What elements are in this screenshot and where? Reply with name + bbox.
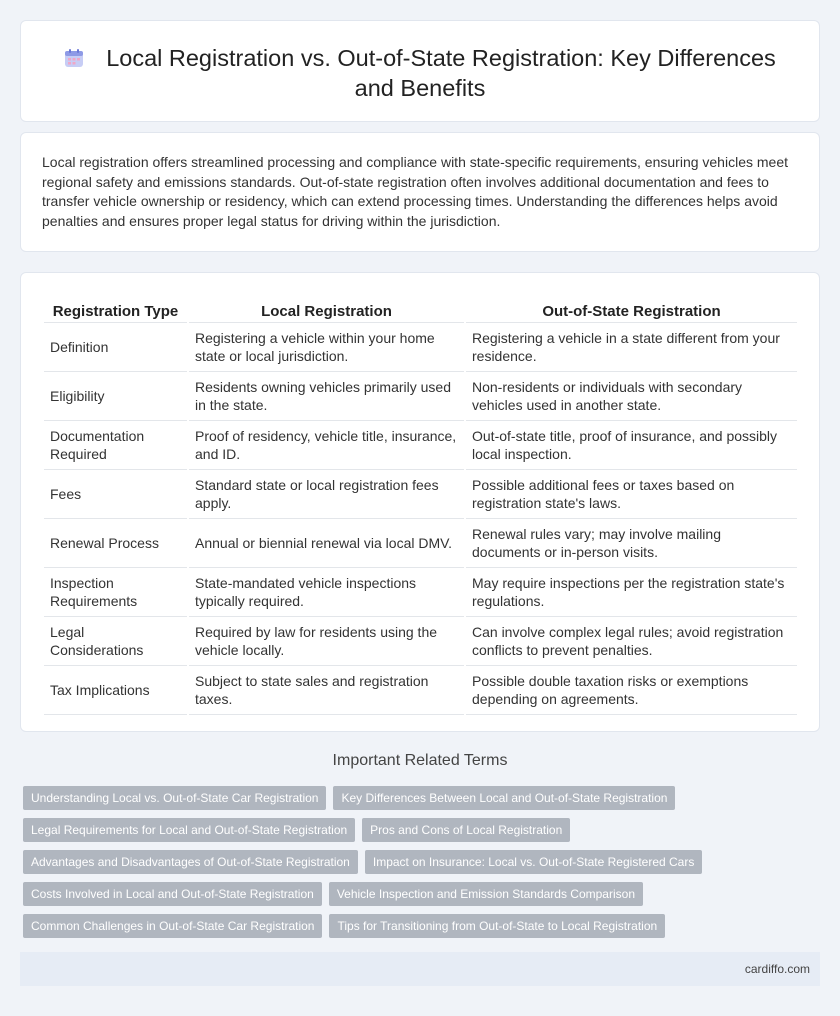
table-row (44, 568, 797, 617)
out-of-state-cell: May require inspections per the registration state's regulations. (466, 568, 797, 617)
table-header-row (44, 293, 797, 323)
page-title-text: Local Registration vs. Out-of-State Registration: Key Differences and Benefits (106, 45, 776, 101)
table-row (44, 519, 797, 568)
tag-row (23, 786, 823, 818)
related-term-tag[interactable]: Costs Involved in Local and Out-of-State Registration (23, 882, 322, 906)
local-cell: Annual or biennial renewal via local DMV. (189, 519, 464, 568)
related-term-tag[interactable]: Pros and Cons of Local Registration (362, 818, 570, 842)
local-cell: Registering a vehicle within your home state or local jurisdiction. (189, 323, 464, 372)
header-out-of-state-registration: Out-of-State Registration (466, 293, 797, 323)
table-row (44, 323, 797, 372)
local-cell: Required by law for residents using the vehicle locally. (189, 617, 464, 666)
out-of-state-cell: Renewal rules vary; may involve mailing documents or in-person visits. (466, 519, 797, 568)
related-term-tag[interactable]: Advantages and Disadvantages of Out-of-State Registration (23, 850, 358, 874)
page-title (21, 43, 819, 103)
out-of-state-cell: Possible double taxation risks or exemptions depending on agreements. (466, 666, 797, 715)
footer-site-link[interactable]: cardiffo.com (744, 962, 810, 976)
local-cell: Proof of residency, vehicle title, insurance, and ID. (189, 421, 464, 470)
related-term-tag[interactable]: Tips for Transitioning from Out-of-State to Local Registration (329, 914, 665, 938)
local-cell: Standard state or local registration fees apply. (189, 470, 464, 519)
related-term-tag[interactable]: Understanding Local vs. Out-of-State Car Registration (23, 786, 326, 810)
out-of-state-cell: Out-of-state title, proof of insurance, and possibly local inspection. (466, 421, 797, 470)
local-cell: Subject to state sales and registration taxes. (189, 666, 464, 715)
header-registration-type: Registration Type (44, 293, 187, 323)
related-term-tag[interactable]: Common Challenges in Out-of-State Car Registration (23, 914, 322, 938)
comparison-table (42, 293, 799, 715)
table-row (44, 421, 797, 470)
tag-row (23, 882, 823, 914)
comparison-card (20, 272, 820, 732)
row-label: Inspection Requirements (44, 568, 187, 617)
intro-card (20, 132, 820, 252)
footer (20, 952, 820, 986)
related-term-tag[interactable]: Vehicle Inspection and Emission Standards Comparison (329, 882, 643, 906)
intro-paragraph: Local registration offers streamlined processing and compliance with state-specific requirements, ensuring vehicles meet regional safety and emissions standards. Out-of-state registration often involves additional documentation and fees to transfer vehicle ownership or residency, which can extend processing times. Understanding the differences helps avoid penalties and ensures proper legal status for driving within the jurisdiction. (42, 154, 788, 229)
related-term-tag[interactable]: Impact on Insurance: Local vs. Out-of-State Registered Cars (365, 850, 702, 874)
row-label: Tax Implications (44, 666, 187, 715)
related-term-tag[interactable]: Legal Requirements for Local and Out-of-State Registration (23, 818, 355, 842)
table-row (44, 617, 797, 666)
related-term-tag[interactable]: Key Differences Between Local and Out-of-State Registration (333, 786, 675, 810)
header-card (20, 20, 820, 122)
related-terms-title: Important Related Terms (332, 752, 508, 769)
table-row (44, 470, 797, 519)
calendar-icon (64, 48, 84, 68)
row-label: Renewal Process (44, 519, 187, 568)
local-cell: Residents owning vehicles primarily used in the state. (189, 372, 464, 421)
tag-row (23, 914, 823, 946)
row-label: Legal Considerations (44, 617, 187, 666)
row-label: Documentation Required (44, 421, 187, 470)
row-label: Definition (44, 323, 187, 372)
row-label: Eligibility (44, 372, 187, 421)
table-row (44, 372, 797, 421)
table-row (44, 666, 797, 715)
tag-row (23, 850, 823, 882)
out-of-state-cell: Non-residents or individuals with secondary vehicles used in another state. (466, 372, 797, 421)
header-local-registration: Local Registration (189, 293, 464, 323)
out-of-state-cell: Registering a vehicle in a state different from your residence. (466, 323, 797, 372)
row-label: Fees (44, 470, 187, 519)
out-of-state-cell: Possible additional fees or taxes based on registration state's laws. (466, 470, 797, 519)
out-of-state-cell: Can involve complex legal rules; avoid registration conflicts to prevent penalties. (466, 617, 797, 666)
local-cell: State-mandated vehicle inspections typically required. (189, 568, 464, 617)
related-terms-list (23, 786, 823, 946)
tag-row (23, 818, 823, 850)
